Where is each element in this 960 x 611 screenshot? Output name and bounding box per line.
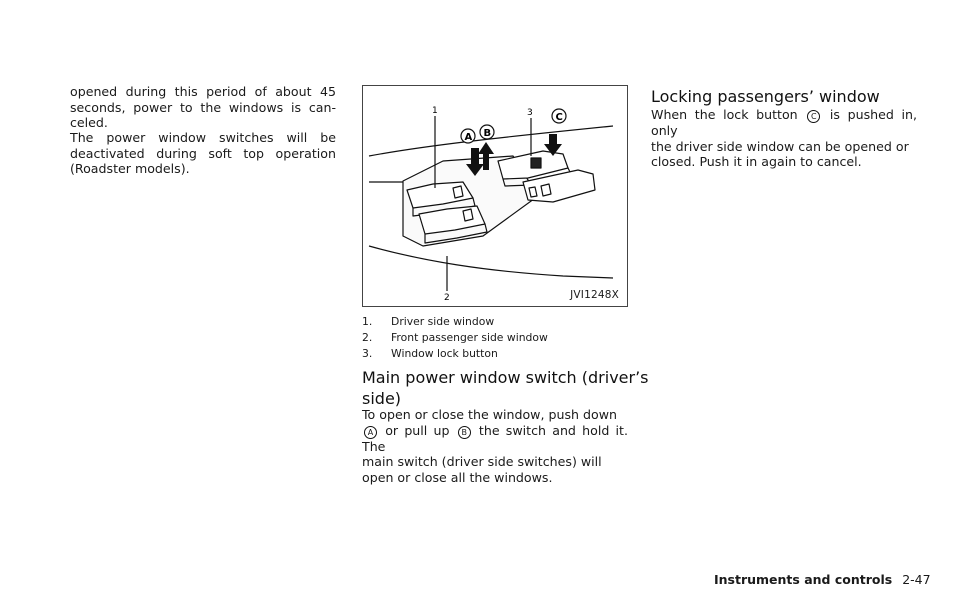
text-fragment: or pull up bbox=[385, 422, 450, 438]
callout-3: 3 bbox=[527, 108, 533, 118]
body-line: the driver side window can be opened or bbox=[651, 138, 909, 154]
heading-main-switch bbox=[362, 367, 649, 409]
paragraph-soft-top: The power window switches will be deactivated during soft top operation (Roadster models). bbox=[70, 130, 336, 176]
body-line: open or close all the windows. bbox=[362, 469, 553, 485]
caption-number: 1. bbox=[362, 315, 373, 328]
main-switch-body bbox=[362, 407, 628, 485]
body-line: To open or close the window, push down bbox=[362, 407, 617, 422]
body-line: main switch (driver side switches) will bbox=[362, 454, 602, 469]
caption-text: Window lock button bbox=[391, 347, 498, 360]
caption-text: Front passenger side window bbox=[391, 331, 548, 344]
heading-line-1: Main power window switch (driver’s bbox=[362, 368, 649, 387]
callout-c: C bbox=[555, 112, 563, 123]
footer-section-title: Instruments and controls bbox=[714, 572, 893, 587]
heading-locking: Locking passengers’ window bbox=[651, 87, 880, 106]
switch-panel-drawing bbox=[363, 86, 627, 306]
callout-b: B bbox=[483, 128, 492, 139]
text-fragment: is pushed in, only bbox=[651, 107, 917, 138]
body-line bbox=[651, 107, 917, 139]
caption-number: 2. bbox=[362, 331, 373, 344]
callout-1: 1 bbox=[432, 106, 438, 116]
caption-3 bbox=[362, 346, 498, 361]
figure-code: JVI1248X bbox=[570, 289, 619, 301]
window-switch-illustration bbox=[362, 85, 628, 307]
page-number: 2-47 bbox=[902, 572, 931, 587]
circled-c-badge: C bbox=[807, 110, 820, 123]
body-line: closed. Push it in again to cancel. bbox=[651, 154, 862, 169]
circled-a-badge: A bbox=[364, 426, 377, 439]
heading-line-2: side) bbox=[362, 389, 402, 408]
callout-2: 2 bbox=[444, 293, 450, 303]
text-fragment: When the lock button bbox=[651, 107, 798, 122]
text-fragment: the switch and hold it. The bbox=[362, 422, 628, 454]
page-footer bbox=[714, 572, 931, 587]
caption-text: Driver side window bbox=[391, 315, 495, 328]
paragraph-continuation: opened during this period of about 45 seconds, power to the windows is can-celed. bbox=[70, 84, 336, 130]
caption-number: 3. bbox=[362, 347, 373, 360]
callout-a: A bbox=[464, 132, 473, 143]
caption-1 bbox=[362, 314, 494, 329]
circled-b-badge: B bbox=[458, 426, 471, 439]
caption-2 bbox=[362, 330, 548, 345]
body-line bbox=[362, 423, 628, 455]
locking-body bbox=[651, 107, 917, 170]
